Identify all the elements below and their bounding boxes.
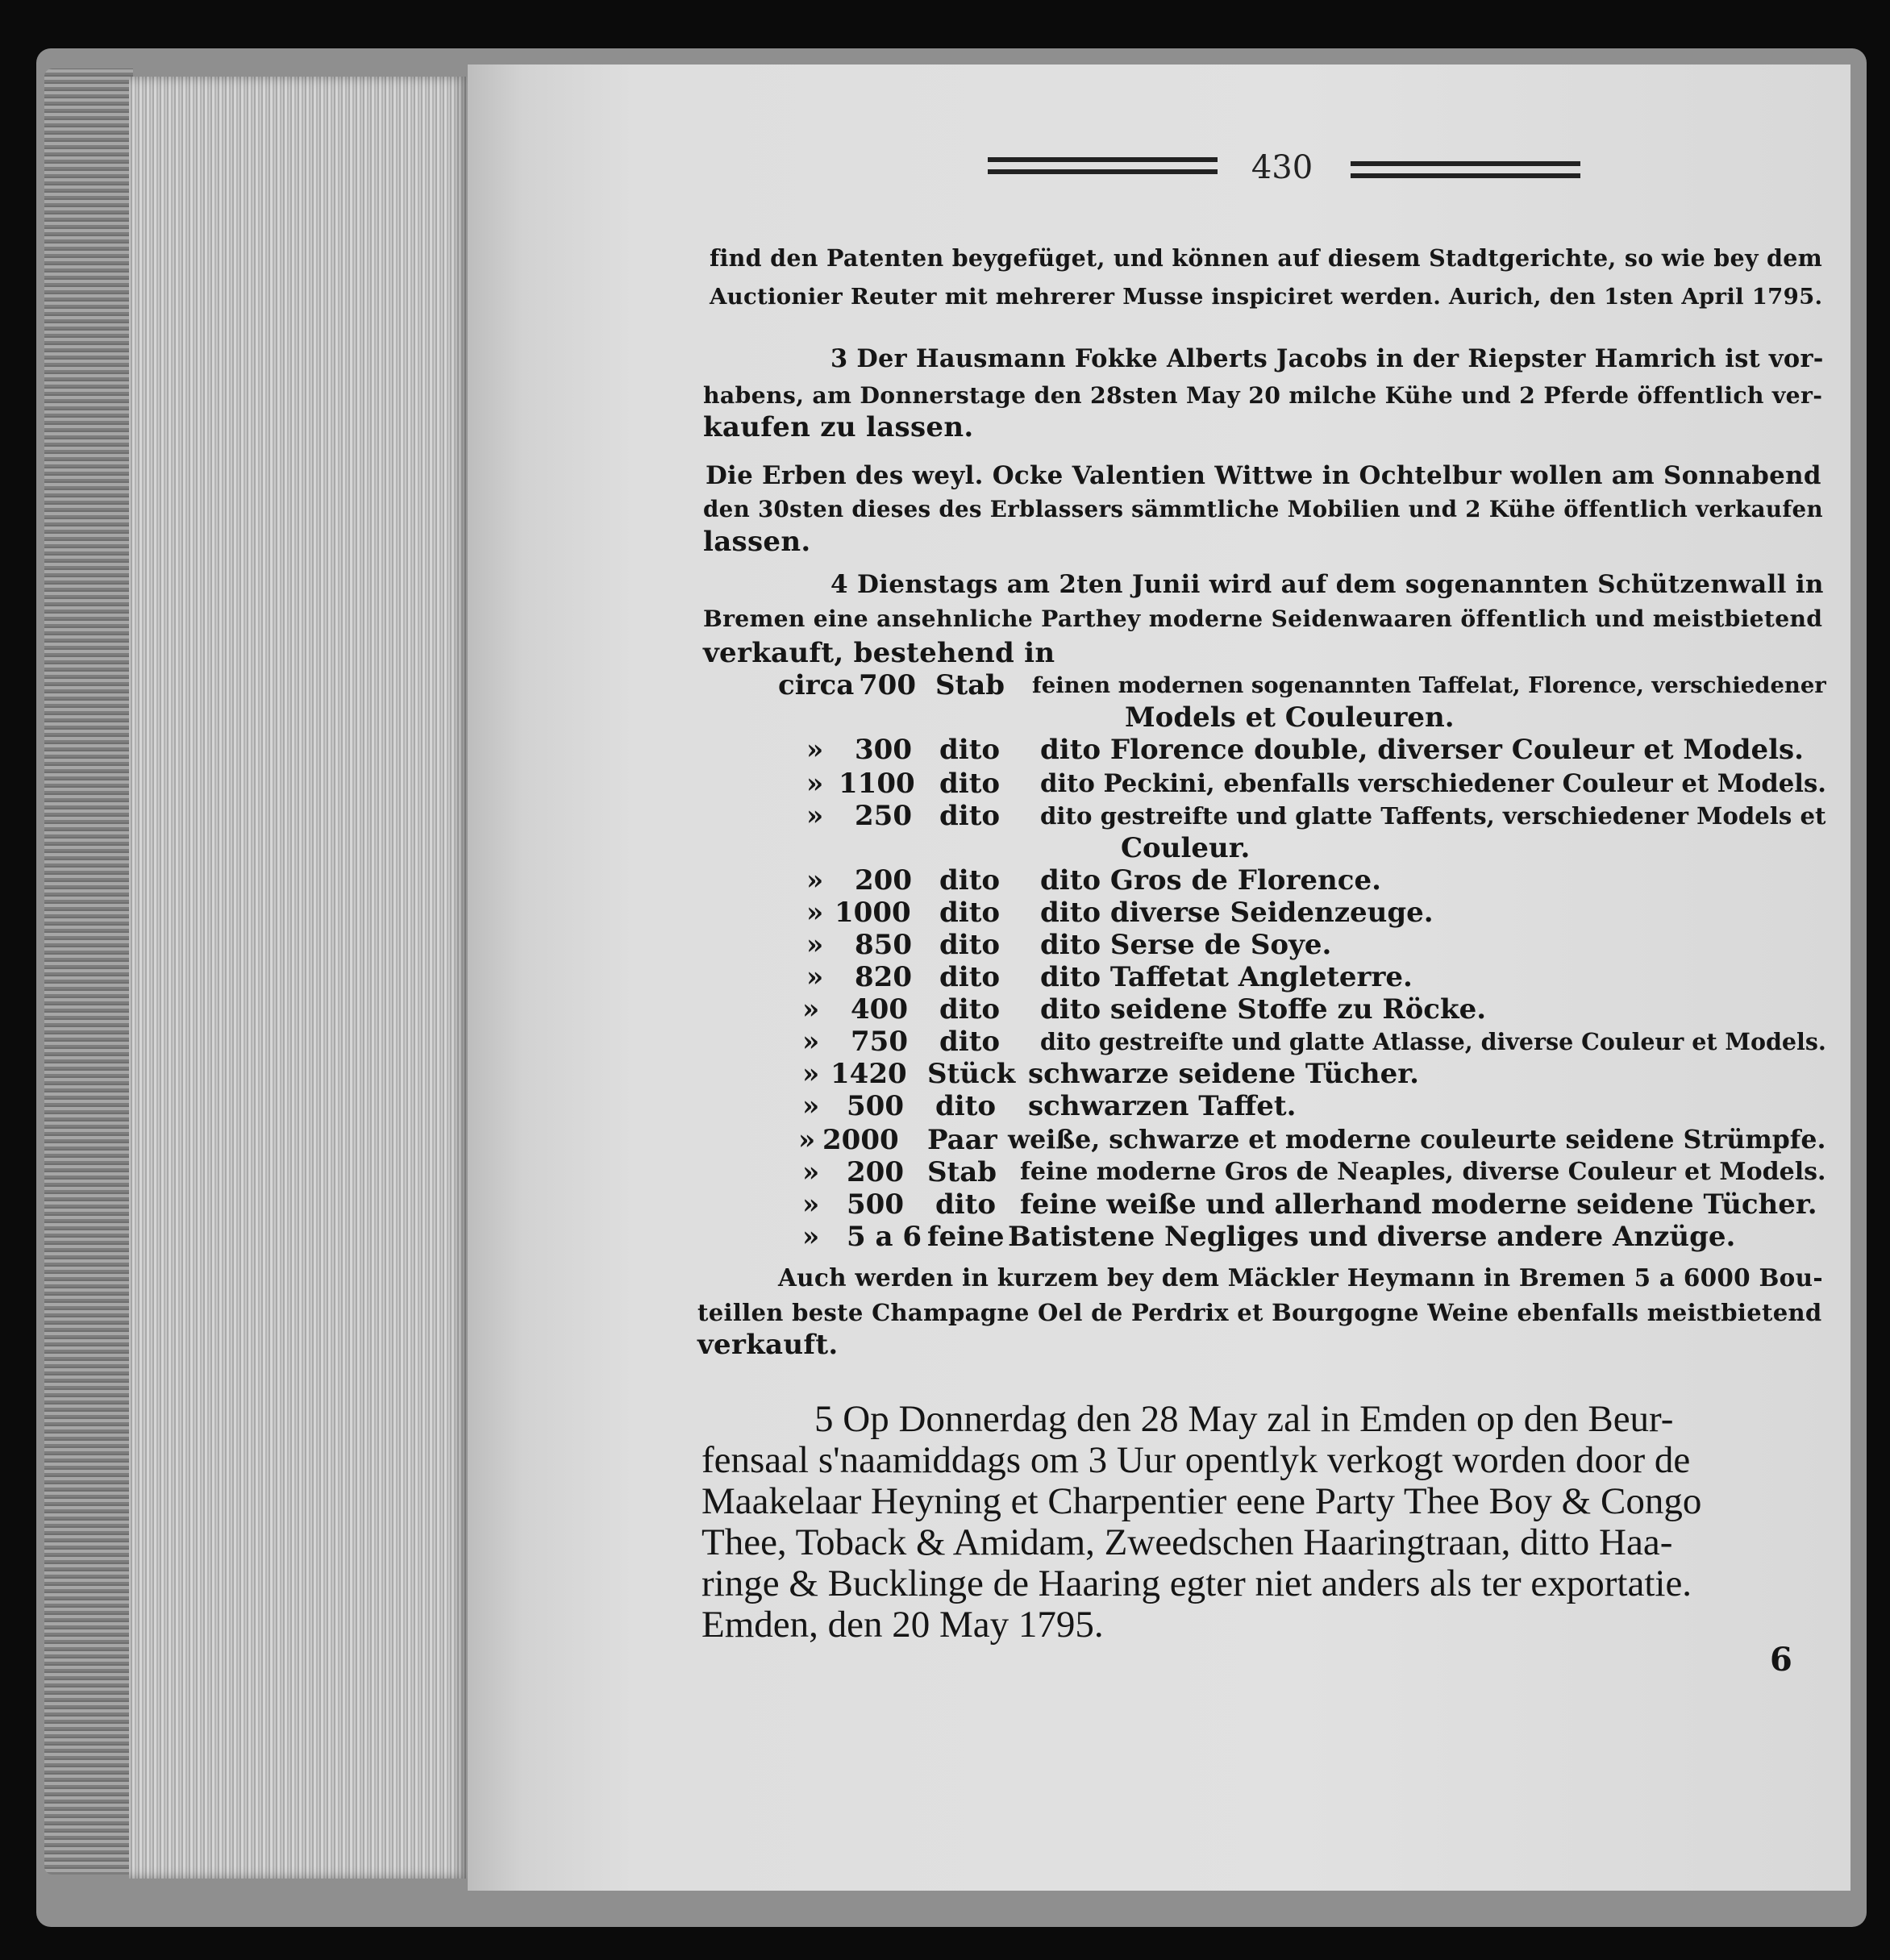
item-description: weiße, schwarze et moderne couleurte seidene Strümpfe. [1008,1125,1826,1155]
item-prefix: » [806,897,824,929]
para1-line-1: find den Patenten beygefüget, und können auf diesem Stadtgerichte, so wie bey dem [710,244,1823,272]
item-description-cont: Models et Couleuren. [1125,701,1455,734]
item-prefix: » [806,734,824,766]
item-quantity: 5 a 6 [847,1221,922,1253]
page-edges [129,77,468,1879]
item-unit: feine [927,1221,1005,1253]
header-rule-left [988,157,1218,174]
item-prefix: » [802,993,820,1026]
item-quantity: 1000 [835,897,911,929]
item-unit: dito [939,929,1001,961]
para3-line-2: den 30sten dieses des Erblassers sämmtliche Mobilien und 2 Kühe öffentlich verkaufen [703,496,1823,522]
item-unit: dito [939,993,1001,1026]
item-description: feinen modernen sogenannten Taffelat, Florence, verschiedener [1032,672,1826,698]
item-quantity: 820 [855,961,912,993]
item-prefix: » [802,1188,820,1221]
item-quantity: 300 [855,734,912,766]
item-prefix: » [806,800,824,832]
dutch-line-2: fensaal s'naamiddags om 3 Uur opentlyk verkogt worden door de [701,1439,1691,1481]
item-prefix: » [806,961,824,993]
item-description: dito Gros de Florence. [1040,864,1381,897]
item-unit: dito [939,961,1001,993]
item-description: dito gestreifte und glatte Atlasse, diverse Couleur et Models. [1040,1028,1826,1055]
item-quantity: 400 [851,993,908,1026]
item-description: Batistene Negliges und diverse andere Anzüge. [1008,1221,1736,1253]
item-unit: Stab [935,669,1005,701]
item-description: dito Florence double, diverser Couleur et Models. [1040,734,1805,766]
para1-line-2: Auctionier Reuter mit mehrerer Musse inspiciret werden. Aurich, den 1sten April 1795. [710,284,1823,310]
item-prefix: » [802,1221,820,1253]
item-prefix: » [802,1156,820,1188]
item-prefix: » [802,1090,820,1122]
item-unit: dito [939,800,1001,832]
para4-line-2: Bremen eine ansehnliche Parthey moderne Seidenwaaren öffentlich und meistbietend [703,605,1823,632]
item-quantity: 1420 [831,1058,907,1090]
catchword: 6 [1770,1641,1792,1679]
item-prefix: » [798,1124,816,1156]
dutch-line-1: 5 Op Donnerdag den 28 May zal in Emden op den Beur- [814,1398,1674,1440]
item-unit: dito [939,864,1001,897]
item-prefix: » [806,929,824,961]
item-quantity: 700 [859,669,916,701]
item-unit: Stück [927,1058,1016,1090]
item-description: feine moderne Gros de Neaples, diverse Couleur et Models. [1020,1158,1826,1186]
item-description-cont: Couleur. [1121,832,1251,864]
item-unit: dito [939,768,1001,800]
para3-line-1: Die Erben des weyl. Ocke Valentien Wittwe in Ochtelbur wollen am Sonnabend [706,461,1821,490]
item-prefix: » [802,1026,820,1058]
item-description: dito seidene Stoffe zu Röcke. [1040,993,1487,1026]
item-description: dito Taffetat Angleterre. [1040,961,1413,993]
item-description: schwarze seidene Tücher. [1028,1058,1419,1090]
para2-line-1: 3 Der Hausmann Fokke Alberts Jacobs in der Riepster Hamrich ist vor- [831,344,1824,373]
item-unit: Stab [927,1156,997,1188]
para5-line-1: Auch werden in kurzem bey dem Mäckler Heymann in Bremen 5 a 6000 Bou- [778,1263,1823,1292]
item-prefix: » [802,1058,820,1090]
item-description: dito Serse de Soye. [1040,929,1332,961]
header-rule-right [1351,161,1580,178]
item-unit: Paar [927,1124,997,1156]
item-prefix: » [806,768,824,800]
item-unit: dito [939,897,1001,929]
item-unit: dito [935,1090,997,1122]
para4-line-3: verkauft, bestehend in [703,637,1055,669]
item-quantity: 250 [855,800,912,832]
para5-line-3: verkauft. [697,1329,839,1361]
item-quantity: 750 [851,1026,908,1058]
para4-line-1: 4 Dienstags am 2ten Junii wird auf dem sogenannten Schützenwall in [831,570,1824,599]
item-description: dito gestreifte und glatte Taffents, verschiedener Models et [1040,802,1826,830]
item-unit: dito [939,734,1001,766]
para2-line-3: kaufen zu lassen. [703,411,974,443]
dutch-line-6: Emden, den 20 May 1795. [701,1604,1104,1646]
dutch-line-5: ringe & Bucklinge de Haaring egter niet anders als ter exportatie. [701,1563,1692,1604]
item-description: feine weiße und allerhand moderne seidene Tücher. [1020,1188,1817,1221]
item-quantity: 1100 [839,768,915,800]
item-quantity: 200 [855,864,912,897]
dutch-line-3: Maakelaar Heyning et Charpentier eene Party Thee Boy & Congo [701,1480,1702,1522]
para3-line-3: lassen. [703,526,811,558]
item-quantity: 500 [847,1188,904,1221]
dutch-line-4: Thee, Toback & Amidam, Zweedschen Haaringtraan, ditto Haa- [701,1521,1673,1563]
item-prefix: circa [778,669,855,701]
item-quantity: 200 [847,1156,904,1188]
page-number: 430 [1251,149,1313,186]
item-prefix: » [806,864,824,897]
item-quantity: 2000 [822,1124,899,1156]
item-description: dito Peckini, ebenfalls verschiedener Couleur et Models. [1040,769,1826,798]
item-quantity: 500 [847,1090,904,1122]
item-description: schwarzen Taffet. [1028,1090,1297,1122]
item-unit: dito [939,1026,1001,1058]
para5-line-2: teillen beste Champagne Oel de Perdrix et Bourgogne Weine ebenfalls meistbietend [697,1299,1822,1326]
book-spine-edge [44,69,133,1875]
para2-line-2: habens, am Donnerstage den 28sten May 20 milche Kühe und 2 Pferde öffentlich ver- [703,381,1823,409]
item-unit: dito [935,1188,997,1221]
item-quantity: 850 [855,929,912,961]
item-description: dito diverse Seidenzeuge. [1040,897,1434,929]
